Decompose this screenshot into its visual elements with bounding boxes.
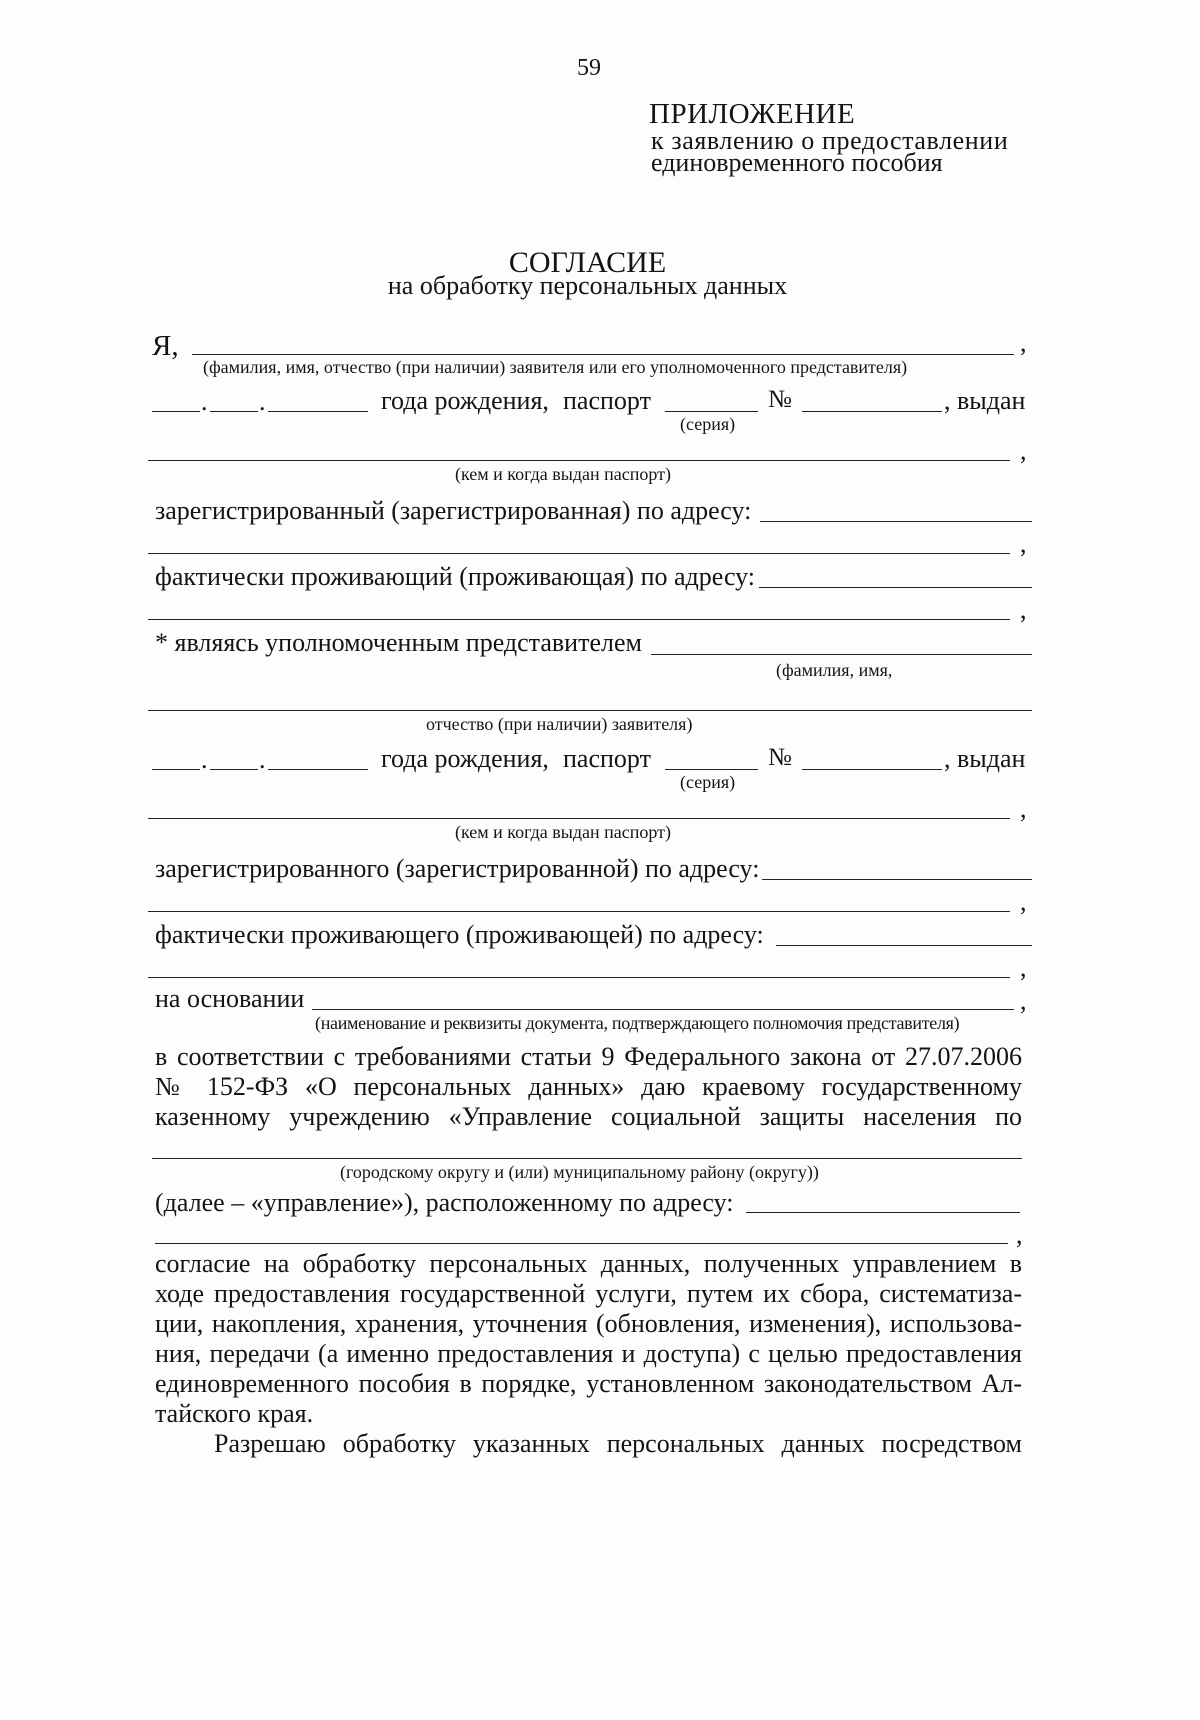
registered-label: зарегистрированный (зарегистрированная) по адресу: (155, 496, 752, 525)
rep-actual-address-field-2[interactable] (148, 977, 1010, 978)
series-hint: (серия) (680, 414, 736, 434)
district-field[interactable] (152, 1158, 1022, 1159)
consent-subtitle: на обработку персональных данных (387, 271, 788, 300)
date-dot: . (259, 387, 266, 416)
passport-label: паспорт (563, 386, 651, 415)
paragraph-2-line-3: ции, накопления, хранения, уточнения (обновления, изменения), использова- (155, 1309, 1022, 1338)
comma: , (1020, 953, 1027, 982)
ya-label: Я, (152, 330, 179, 362)
rep-passport-label: паспорт (563, 744, 651, 773)
paragraph-1-line-2: № 152-ФЗ «О персональных данных» даю краевому государственному (155, 1072, 1022, 1101)
basis-label: на основании (155, 984, 305, 1013)
rep-issued-hint: (кем и когда выдан паспорт) (455, 822, 672, 842)
representative-fio-field[interactable] (651, 654, 1032, 655)
representative-fio-field-2[interactable] (148, 710, 1032, 711)
comma: , (1020, 794, 1027, 823)
appendix-title: ПРИЛОЖЕНИЕ (649, 98, 856, 130)
birth-month-field[interactable] (210, 411, 258, 412)
representative-label: * являясь уполномоченным представителем (155, 628, 642, 657)
issued-label: , выдан (944, 386, 1026, 415)
comma: , (1020, 887, 1027, 916)
rep-registered-address-field-2[interactable] (148, 911, 1010, 912)
rep-birth-label: года рождения, (381, 744, 549, 773)
appendix-line-2: единовременного пособия (651, 148, 943, 177)
issued-hint: (кем и когда выдан паспорт) (455, 464, 672, 484)
applicant-fio-hint: (фамилия, имя, отчество (при наличии) заявителя или его уполномоченного представителя) (203, 357, 908, 377)
comma: , (1020, 529, 1027, 558)
appendix-line-1: к заявлению о предоставлении (651, 126, 1009, 155)
rep-passport-series-field[interactable] (665, 769, 758, 770)
rep-issued-label: , выдан (944, 744, 1026, 773)
passport-number-field[interactable] (802, 411, 942, 412)
management-address-label: (далее – «управление»), расположенному по адресу: (155, 1188, 734, 1217)
rep-registered-label: зарегистрированного (зарегистрированной) по адресу: (155, 854, 760, 883)
management-address-field-2[interactable] (155, 1243, 1008, 1244)
rep-birth-year-field[interactable] (268, 769, 368, 770)
comma: , (1016, 1220, 1023, 1249)
basis-hint: (наименование и реквизиты документа, подтверждающего полномочия представителя) (315, 1013, 960, 1033)
paragraph-1-line-3: казенному учреждению «Управление социальной защиты населения по (155, 1102, 1022, 1131)
rep-birth-month-field[interactable] (210, 769, 258, 770)
rep-series-hint: (серия) (680, 772, 736, 792)
management-address-field[interactable] (746, 1212, 1020, 1213)
rep-birth-day-field[interactable] (152, 769, 200, 770)
comma: , (1020, 595, 1027, 624)
paragraph-2-line-1: согласие на обработку персональных данных, полученных управлением в (155, 1249, 1022, 1278)
registered-address-field[interactable] (760, 521, 1032, 522)
rep-number-sign: № (768, 744, 792, 771)
paragraph-2-line-5: единовременного пособия в порядке, установленном законодательством Ал- (155, 1369, 1022, 1398)
consent-title: СОГЛАСИЕ (508, 246, 667, 279)
date-dot: . (259, 745, 266, 774)
paragraph-2-line-6: тайского края. (155, 1399, 314, 1428)
birth-day-field[interactable] (152, 411, 200, 412)
passport-issued-field[interactable] (148, 460, 1010, 461)
rep-passport-number-field[interactable] (802, 769, 942, 770)
basis-field[interactable] (312, 1009, 1014, 1010)
birth-year-field[interactable] (268, 411, 368, 412)
birth-label: года рождения, (381, 386, 549, 415)
district-hint: (городскому округу и (или) муниципальному району (округу)) (340, 1162, 819, 1182)
comma: , (1020, 436, 1027, 465)
paragraph-2-line-4: ния, передачи (а именно предоставления и доступа) с целью предоставления (155, 1339, 1022, 1368)
paragraph-3-line-1: Разрешаю обработку указанных персональных данных посредством (214, 1429, 1022, 1458)
actual-address-field-2[interactable] (148, 619, 1010, 620)
rep-passport-issued-field[interactable] (148, 818, 1010, 819)
registered-address-field-2[interactable] (148, 553, 1010, 554)
rep-actual-label: фактически проживающего (проживающей) по адресу: (155, 920, 764, 949)
paragraph-2-line-2: ходе предоставления государственной услуги, путем их сбора, систематиза- (155, 1279, 1022, 1308)
comma: , (1020, 328, 1027, 357)
date-dot: . (201, 387, 208, 416)
actual-label: фактически проживающий (проживающая) по адресу: (155, 562, 756, 591)
applicant-fio-field[interactable] (192, 354, 1014, 355)
rep-actual-address-field[interactable] (776, 945, 1032, 946)
representative-fio-hint-2: отчество (при наличии) заявителя) (426, 714, 693, 734)
representative-fio-hint-1: (фамилия, имя, (776, 660, 893, 680)
comma: , (1020, 986, 1027, 1015)
passport-series-field[interactable] (665, 411, 758, 412)
paragraph-1-line-1: в соответствии с требованиями статьи 9 Федерального закона от 27.07.2006 (155, 1042, 1022, 1071)
rep-registered-address-field[interactable] (762, 879, 1032, 880)
actual-address-field[interactable] (759, 587, 1032, 588)
number-sign: № (768, 386, 792, 413)
page-number: 59 (577, 55, 601, 81)
date-dot: . (201, 745, 208, 774)
